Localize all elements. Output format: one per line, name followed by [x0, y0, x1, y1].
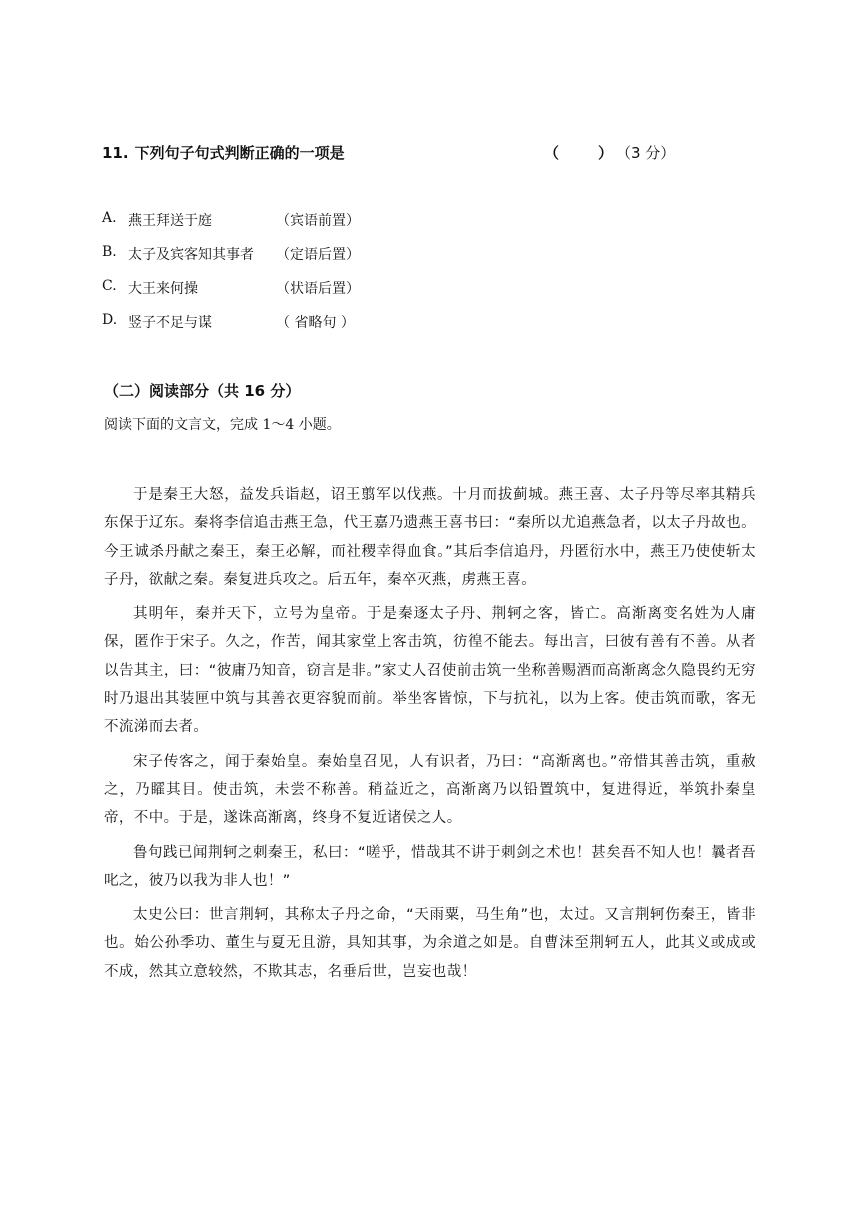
- passage-paragraph: 其明年，秦并天下，立号为皇帝。于是秦逐太子丹、荆轲之客，皆亡。高渐离变名姓为人庸保，匿作于宋子。久之，作苦，闻其家堂上客击筑，彷徨不能去。每出言，曰彼有善有不善。从者以告其主，曰：“彼庸乃知音，窃言是非。”家丈人召使前击筑一坐称善赐酒而高渐离念久隐畏约无穷时乃退出其装匣中筑与其善衣更容貌而前。举坐客皆惊，下与抗礼，以为上客。使击筑而歌，客无不流涕而去者。: [104, 606, 756, 736]
- question-number: 11.: [102, 144, 129, 162]
- option-letter: C.: [102, 278, 117, 294]
- option-text: 竖子不足与谋: [128, 315, 212, 331]
- option-note: （宾语前置）: [276, 213, 360, 229]
- option-a: [102, 210, 502, 244]
- option-note: （定语后置）: [276, 247, 360, 263]
- option-b: [102, 244, 502, 278]
- options-list: [102, 210, 502, 346]
- section-title: （二）阅读部分（共 16 分）: [104, 382, 301, 400]
- section-instruction: 阅读下面的文言文，完成 1～4 小题。: [104, 417, 341, 433]
- question-score: （3 分）: [616, 144, 676, 162]
- question-stem: 下列句子句式判断正确的一项是: [134, 144, 345, 162]
- option-letter: D.: [102, 312, 118, 328]
- option-d: [102, 312, 502, 346]
- passage-paragraph: 鲁句践已闻荆轲之刺秦王，私曰：“嗟乎，惜哉其不讲于刺剑之术也！甚矣吾不知人也！曩者吾叱之，彼乃以我为非人也！”: [104, 844, 756, 889]
- option-note: （状语后置）: [276, 281, 360, 297]
- passage-paragraph: 太史公曰：世言荆轲，其称太子丹之命，“天雨粟，马生角”也，太过。又言荆轲伤秦王，皆非也。始公孙季功、董生与夏无且游，具知其事，为余道之如是。自曹沫至荆轲五人，此其义或成或不成，然其立意较然，不欺其志，名垂后世，岂妄也哉！: [104, 907, 756, 980]
- option-text: 燕王拜送于庭: [128, 213, 212, 229]
- option-c: [102, 278, 502, 312]
- classical-passage: [104, 481, 756, 992]
- option-note: （ 省略句 ）: [276, 315, 355, 331]
- option-text: 大王来何操: [128, 281, 198, 297]
- option-text: 太子及宾客知其事者: [128, 247, 254, 263]
- question-11: [102, 142, 702, 164]
- passage-paragraph: 于是秦王大怒，益发兵诣赵，诏王翦军以伐燕。十月而拔蓟城。燕王喜、太子丹等尽率其精兵东保于辽东。秦将李信追击燕王急，代王嘉乃遗燕王喜书曰：“秦所以尤追燕急者，以太子丹故也。今王诚杀丹献之秦王，秦王必解，而社稷幸得血食。”其后李信追丹，丹匿衍水中，燕王乃使使斩太子丹，欲献之秦。秦复进兵攻之。后五年，秦卒灭燕，虏燕王喜。: [104, 487, 756, 588]
- option-letter: B.: [102, 244, 117, 260]
- answer-paren-right: ）: [598, 144, 614, 162]
- option-letter: A.: [102, 210, 117, 226]
- passage-paragraph: 宋子传客之，闻于秦始皇。秦始皇召见，人有识者，乃曰：“高渐离也。”帝惜其善击筑，重赦之，乃矐其目。使击筑，未尝不称善。稍益近之，高渐离乃以铅置筑中，复进得近，举筑扑秦皇帝，不中。于是，遂诛高渐离，终身不复近诸侯之人。: [104, 753, 756, 827]
- answer-paren-left: （: [544, 144, 560, 162]
